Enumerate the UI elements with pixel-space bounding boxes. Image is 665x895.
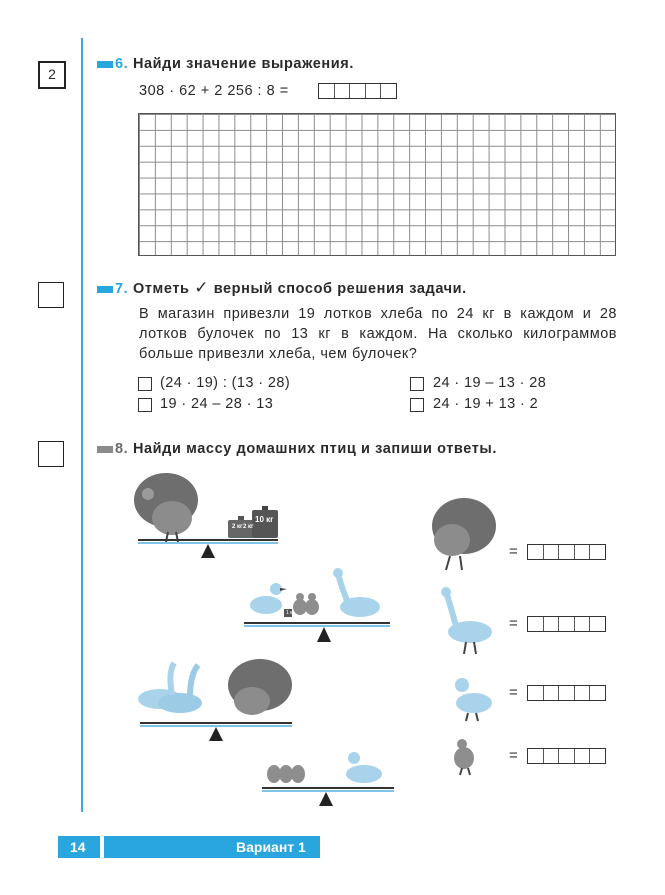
- equals-sign: =: [509, 543, 518, 560]
- page-number: 14: [70, 839, 86, 855]
- goose-icon: [333, 568, 380, 617]
- chicken-icon: [450, 736, 480, 776]
- variant-bar: [104, 836, 320, 858]
- turkey-answer-cells[interactable]: [527, 544, 606, 560]
- option-checkbox-2[interactable]: [138, 398, 152, 412]
- task8-heading: [97, 441, 497, 457]
- option-label-3: 24 · 19 – 13 · 28: [433, 375, 547, 391]
- weight-label-4: 1 кг: [286, 610, 295, 616]
- score-box-task7[interactable]: [38, 282, 64, 308]
- option-checkbox-4[interactable]: [410, 398, 424, 412]
- task8-number: 8.: [115, 441, 129, 457]
- task7-title-after: верный способ решения задачи.: [213, 281, 467, 297]
- option-label-2: 19 · 24 – 28 · 13: [160, 396, 274, 412]
- option-checkbox-3[interactable]: [410, 377, 424, 391]
- equals-sign: =: [509, 684, 518, 701]
- scale-geese-vs-turkey: [132, 655, 302, 743]
- duck-icon: [250, 583, 287, 614]
- work-grid[interactable]: [138, 113, 616, 256]
- task6-number: 6.: [115, 56, 129, 72]
- task6-expression: 308 · 62 + 2 256 : 8 =: [139, 83, 289, 99]
- weight-label-2: 2 кг: [243, 524, 254, 530]
- task7-heading: [97, 278, 467, 298]
- task6-answer-cells[interactable]: [318, 83, 397, 99]
- margin-line: [81, 38, 83, 812]
- duck-icon: [346, 752, 382, 783]
- task8-title: Найди массу домашних птиц и запиши ответы.: [132, 441, 498, 457]
- chicken-icon: [293, 593, 319, 615]
- score-value: 2: [48, 66, 56, 82]
- task-marker-icon: [97, 61, 113, 68]
- task7-problem-text: В магазин привезли 19 лотков хлеба по 24 кг в каждом и 28 лотков булочек по 13 кг в каждом. На сколько килограммов больше привезли хлеба, чем булочек?: [139, 306, 617, 362]
- equals-sign: =: [509, 615, 518, 632]
- equals-sign: =: [509, 747, 518, 764]
- score-box-task6: [38, 61, 66, 89]
- scale-duck-chickens-vs-goose: [240, 565, 400, 647]
- chicken-answer-cells[interactable]: [527, 748, 606, 764]
- goose-answer-cells[interactable]: [527, 616, 606, 632]
- task7-title-before: Отметь: [132, 281, 190, 297]
- task6-heading: [97, 56, 354, 72]
- duck-answer-cells[interactable]: [527, 685, 606, 701]
- chicken-icon: [267, 765, 305, 783]
- task6-title: Найди значение выражения.: [132, 56, 354, 72]
- page-number-bar: [58, 836, 100, 858]
- turkey-icon: [228, 659, 292, 715]
- score-box-task8[interactable]: [38, 441, 64, 467]
- scale-chickens-vs-duck: [258, 744, 398, 810]
- task-marker-icon: [97, 286, 113, 293]
- weight-label-3: 10 кг: [255, 515, 274, 524]
- goose-icon: [436, 586, 498, 658]
- option-label-1: (24 · 19) : (13 · 28): [160, 375, 291, 391]
- option-label-4: 24 · 19 + 13 · 2: [433, 396, 539, 412]
- task-marker-icon: [97, 446, 113, 453]
- task7-number: 7.: [115, 281, 129, 297]
- weight-label-1: 2 кг: [232, 524, 243, 530]
- check-icon: ✓: [194, 278, 210, 297]
- variant-label: Вариант 1: [236, 839, 306, 855]
- turkey-icon: [424, 494, 498, 576]
- option-checkbox-1[interactable]: [138, 377, 152, 391]
- duck-icon: [448, 673, 498, 723]
- turkey-icon: [134, 473, 198, 542]
- goose-pair-icon: [138, 663, 202, 713]
